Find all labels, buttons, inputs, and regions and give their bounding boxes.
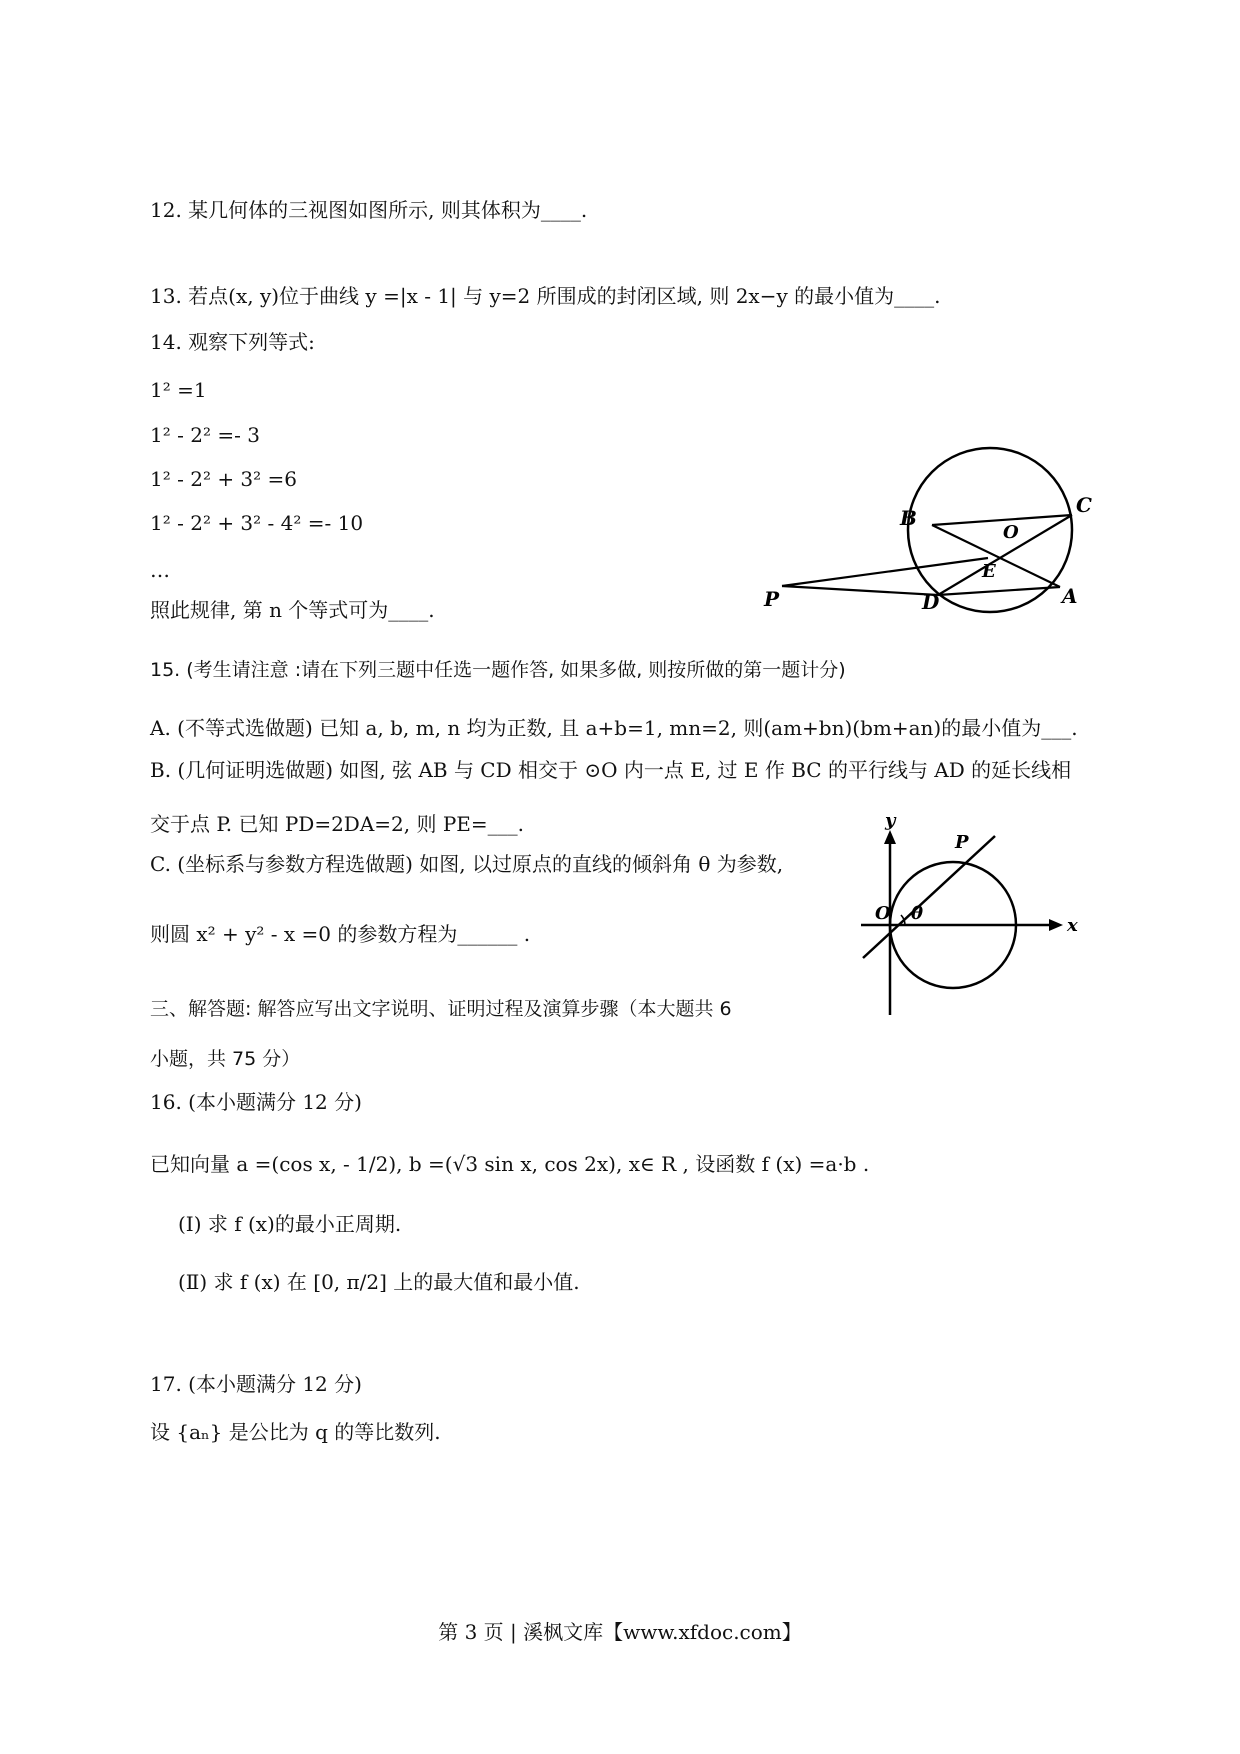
ellipsis: … xyxy=(150,558,170,582)
question-15: 15. (考生请注意 :请在下列三题中任选一题作答, 如果多做, 则按所做的第一题计分) xyxy=(150,659,846,681)
circle-chord-figure xyxy=(760,445,1120,620)
label-x: x xyxy=(1067,915,1078,936)
label-b: B xyxy=(900,506,917,530)
label-c: C xyxy=(1076,493,1092,517)
equation-4: 1² - 2² + 3² - 4² =- 10 xyxy=(150,511,364,535)
question-15b: B. (几何证明选做题) 如图, 弦 AB 与 CD 相交于 ⊙O 内一点 E, 过 E 作 BC 的平行线与 AD 的延长线相 xyxy=(150,758,1072,782)
question-16-part2: (Ⅱ) 求 f (x) 在 [0, π/2] 上的最大值和最小值. xyxy=(178,1270,580,1294)
question-14: 14. 观察下列等式: xyxy=(150,330,315,354)
equation-2: 1² - 2² =- 3 xyxy=(150,423,260,447)
label-p2: P xyxy=(955,832,969,853)
label-y: y xyxy=(885,810,896,831)
question-15b-cont: 交于点 P. 已知 PD=2DA=2, 则 PE=___. xyxy=(150,812,525,836)
label-p: P xyxy=(764,587,780,611)
question-15a: A. (不等式选做题) 已知 a, b, m, n 均为正数, 且 a+b=1, mn=2, 则(am+bn)(bm+an)的最小值为___. xyxy=(150,716,1078,740)
section-3-heading-cont: 小题，共 75 分） xyxy=(150,1048,301,1070)
label-o2: O xyxy=(875,903,891,924)
label-theta: θ xyxy=(911,903,924,924)
question-17-stem: 设 {aₙ} 是公比为 q 的等比数列. xyxy=(150,1420,441,1444)
question-16-part1: (Ⅰ) 求 f (x)的最小正周期. xyxy=(178,1212,402,1236)
label-d: D xyxy=(922,590,940,614)
equation-1: 1² =1 xyxy=(150,378,207,402)
section-3-heading: 三、解答题: 解答应写出文字说明、证明过程及演算步骤（本大题共 6 xyxy=(150,998,732,1020)
polar-circle-figure xyxy=(855,810,1085,1015)
question-14-prompt: 照此规律, 第 n 个等式可为____. xyxy=(150,598,435,622)
question-17: 17. (本小题满分 12 分) xyxy=(150,1372,362,1396)
question-16-stem: 已知向量 a =(cos x, - 1/2), b =(√3 sin x, cos 2x), x∈ R , 设函数 f (x) =a·b . xyxy=(150,1152,870,1176)
question-16: 16. (本小题满分 12 分) xyxy=(150,1090,362,1114)
question-12: 12. 某几何体的三视图如图所示, 则其体积为____. xyxy=(150,198,588,222)
equation-3: 1² - 2² + 3² =6 xyxy=(150,467,298,491)
question-15c: C. (坐标系与参数方程选做题) 如图, 以过原点的直线的倾斜角 θ 为参数, xyxy=(150,852,784,876)
question-13: 13. 若点(x, y)位于曲线 y =|x - 1| 与 y=2 所围成的封闭区域, 则 2x−y 的最小值为____. xyxy=(150,284,941,308)
page-footer: 第 3 页 | 溪枫文库【www.xfdoc.com】 xyxy=(438,1620,802,1644)
label-e: E xyxy=(982,561,996,582)
question-15c-cont: 则圆 x² + y² - x =0 的参数方程为______ . xyxy=(150,922,531,946)
label-a: A xyxy=(1062,584,1078,608)
label-o: O xyxy=(1003,522,1019,543)
